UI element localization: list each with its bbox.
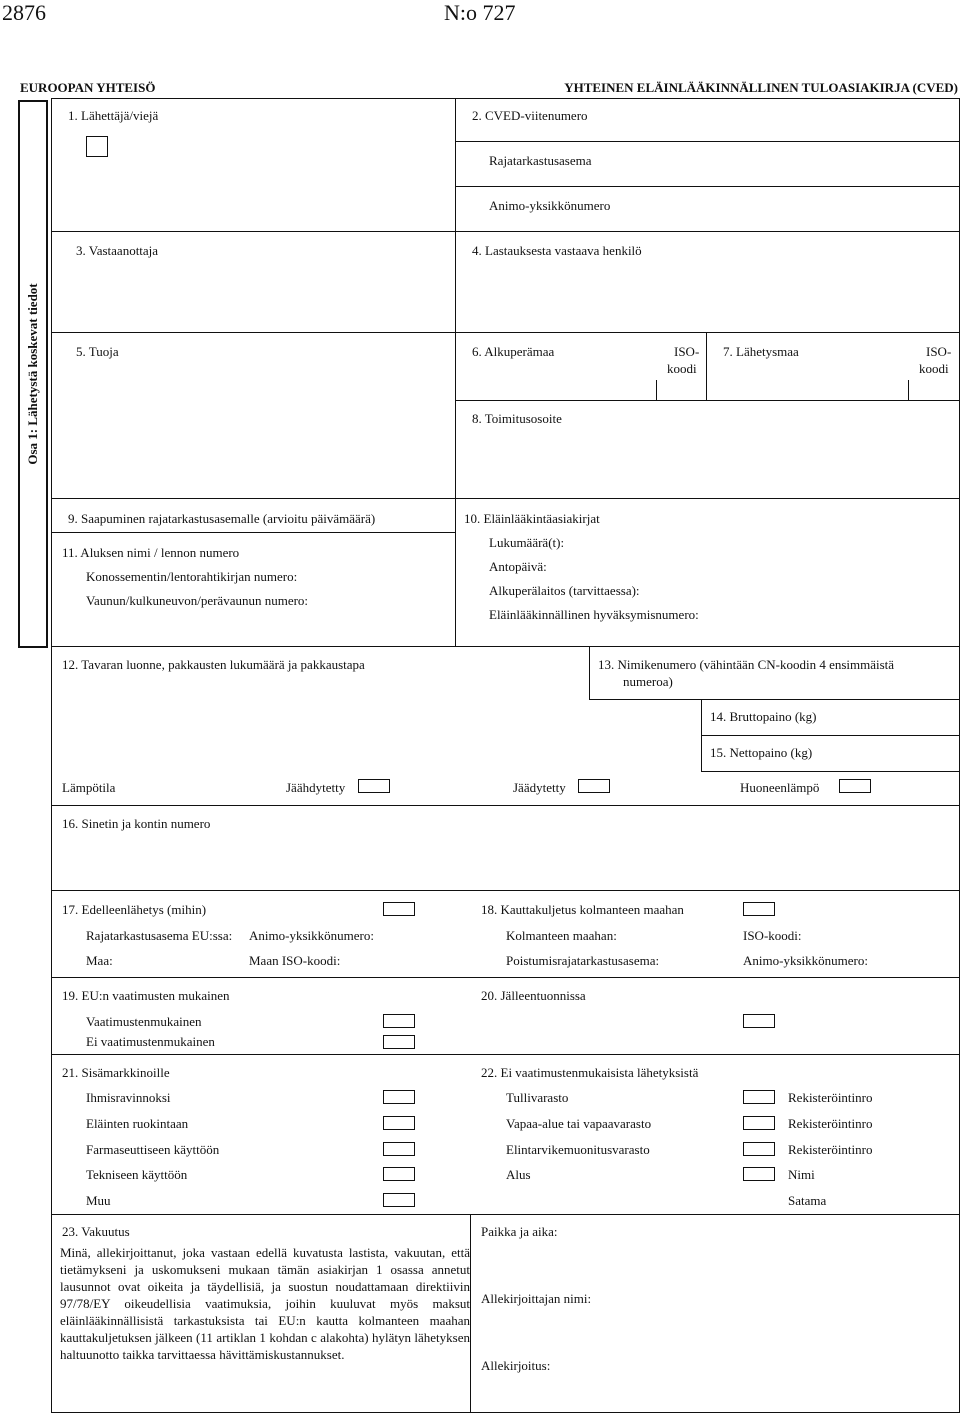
noncompliant-option-checkbox[interactable] (743, 1142, 775, 1156)
noncompliant-checkbox[interactable] (383, 1035, 415, 1049)
field-22-label: 22. Ei vaatimustenmukaisista lähetyksistä (481, 1065, 699, 1080)
field-21-label: 21. Sisämarkkinoille (62, 1065, 170, 1080)
field-17-country: Maa: (86, 953, 113, 968)
header-left: EUROOPAN YHTEISÖ (20, 80, 156, 95)
field-19-compliant: Vaatimustenmukainen (86, 1014, 202, 1029)
reimport-checkbox[interactable] (743, 1014, 775, 1028)
field-11-vehicle: Vaunun/kulkuneuvon/perävaunun numero: (86, 593, 309, 608)
internal-market-checkbox[interactable] (383, 1116, 415, 1130)
divider (51, 1054, 960, 1055)
field-19-noncompliant: Ei vaatimustenmukainen (86, 1034, 215, 1049)
field-10-approval: Eläinlääkinnällinen hyväksymisnumero: (489, 607, 699, 622)
divider (51, 498, 960, 499)
chilled-label: Jäähdytetty (286, 780, 346, 795)
field-17-label: 17. Edelleenlähetys (mihin) (62, 902, 207, 917)
divider (51, 1214, 960, 1215)
field-14-label: 14. Bruttopaino (kg) (710, 709, 817, 724)
internal-market-option: Ihmisravinnoksi (86, 1090, 171, 1105)
divider (470, 1214, 471, 1413)
field-16-label: 16. Sinetin ja kontin numero (62, 816, 211, 831)
internal-market-option: Tekniseen käyttöön (86, 1167, 188, 1182)
divider (51, 532, 455, 533)
field-7-iso: koodi (919, 361, 949, 376)
noncompliant-option: Tullivarasto (506, 1090, 569, 1105)
field-10-count: Lukumäärä(t): (489, 535, 565, 550)
field-17-animo: Animo-yksikkönumero: (249, 928, 374, 943)
divider (589, 699, 960, 700)
divider (908, 380, 909, 400)
field-13-label: 13. Nimikenumero (vähintään CN-koodin 4 ensimmäistä (598, 657, 895, 672)
field-11-bill: Konossementin/lentorahtikirjan numero: (86, 569, 298, 584)
divider (706, 332, 707, 400)
field-18-animo: Animo-yksikkönumero: (743, 953, 868, 968)
field-9-label: 9. Saapuminen rajatarkastusasemalle (arvioitu päivämäärä) (68, 511, 376, 526)
field-18-label: 18. Kauttakuljetus kolmanteen maahan (481, 902, 684, 917)
compliant-checkbox[interactable] (383, 1014, 415, 1028)
divider (51, 890, 960, 891)
field-15-label: 15. Nettopaino (kg) (710, 745, 813, 760)
field-5-label: 5. Tuoja (76, 344, 119, 359)
field-10-label: 10. Eläinlääkintäasiakirjat (464, 511, 600, 526)
room-temp-label: Huoneenlämpö (740, 780, 820, 795)
noncompliant-option: Vapaa-alue tai vapaavarasto (506, 1116, 652, 1131)
noncompliant-option-checkbox[interactable] (743, 1090, 775, 1104)
field-6-iso: ISO- (674, 344, 700, 359)
field-10-origin: Alkuperälaitos (tarvittaessa): (489, 583, 640, 598)
header-right: YHTEINEN ELÄINLÄÄKINNÄLLINEN TULOASIAKIRJA (CVED) (564, 80, 958, 95)
divider (701, 735, 960, 736)
divider (656, 380, 657, 400)
noncompliant-option: Elintarvikemuonitusvarasto (506, 1142, 650, 1157)
field-2-border-post: Rajatarkastusasema (489, 153, 592, 168)
place-and-time-label: Paikka ja aika: (481, 1224, 558, 1239)
registration-number-label: Rekisteröintinro (788, 1090, 873, 1105)
field-3-label: 3. Vastaanottaja (76, 243, 159, 258)
field-23-label: 23. Vakuutus (62, 1224, 130, 1239)
field-18-exit-post: Poistumisrajatarkastusasema: (506, 953, 660, 968)
temperature-label: Lämpötila (62, 780, 116, 795)
noncompliant-option-checkbox[interactable] (743, 1116, 775, 1130)
internal-market-checkbox[interactable] (383, 1090, 415, 1104)
divider (51, 977, 960, 978)
field-8-label: 8. Toimitusosoite (472, 411, 562, 426)
internal-market-option: Farmaseuttiseen käyttöön (86, 1142, 220, 1157)
page-number: 2876 (2, 0, 46, 25)
signature-label: Allekirjoitus: (481, 1358, 551, 1373)
field-6-iso: koodi (667, 361, 697, 376)
registration-number-label: Rekisteröintinro (788, 1142, 873, 1157)
divider (51, 332, 960, 333)
document-reference: N:o 727 (444, 0, 516, 25)
field-7-label: 7. Lähetysmaa (723, 344, 799, 359)
field-18-iso: ISO-koodi: (743, 928, 802, 943)
field-13-label: numeroa) (623, 674, 673, 689)
form-frame (51, 98, 960, 1413)
internal-market-option: Eläinten ruokintaan (86, 1116, 189, 1131)
field-10-date: Antopäivä: (489, 559, 547, 574)
signatory-name-label: Allekirjoittajan nimi: (481, 1291, 592, 1306)
divider (455, 98, 456, 646)
divider (455, 141, 960, 142)
field-20-label: 20. Jälleentuonnissa (481, 988, 586, 1003)
field-11-label: 11. Aluksen nimi / lennon numero (62, 545, 240, 560)
frozen-label: Jäädytetty (513, 780, 566, 795)
internal-market-option: Muu (86, 1193, 111, 1208)
noncompliant-option-checkbox[interactable] (743, 1167, 775, 1181)
field-19-label: 19. EU:n vaatimusten mukainen (62, 988, 230, 1003)
divider (51, 805, 960, 806)
room-temp-checkbox[interactable] (839, 779, 871, 793)
field-6-label: 6. Alkuperämaa (472, 344, 555, 359)
declaration-text: Minä, allekirjoittanut, joka vastaan edellä kuvatusta lastista, vakuutan, että tietämykseni ja uskomukseni mukaan tämän asiakirjan 1 osassa annetut lausunnot ovat oikeita ja täydellisiä, ja suostun noudattamaan direktiivin 97/78/EY oikeudellisia vaatimuksia, joihin kuuluvat myös maksut eläinlääkinnällisistä tarkastuksista tai EU:n kautta kolmanteen maahan kauttakuljetuksen jälkeen (11 artiklan 1 kohdan c alakohta) hylätyn lähetyksen haltuunotto taikka tarvittaessa hävittämiskustannukset. (60, 1245, 470, 1362)
field-7-iso: ISO- (926, 344, 952, 359)
divider (51, 231, 960, 232)
chilled-checkbox[interactable] (358, 779, 390, 793)
field-12-label: 12. Tavaran luonne, pakkausten lukumäärä ja pakkaustapa (62, 657, 365, 672)
noncompliant-option: Alus (506, 1167, 531, 1182)
divider (589, 646, 590, 699)
field-1-label: 1. Lähettäjä/viejä (68, 108, 159, 123)
field-2-label: 2. CVED-viitenumero (472, 108, 588, 123)
port-label: Satama (788, 1193, 827, 1208)
internal-market-checkbox[interactable] (383, 1167, 415, 1181)
internal-market-checkbox[interactable] (383, 1142, 415, 1156)
field-2-animo: Animo-yksikkönumero (489, 198, 611, 213)
field-18-country: Kolmanteen maahan: (506, 928, 617, 943)
divider (701, 771, 960, 772)
field-18-checkbox[interactable] (743, 902, 775, 916)
divider (455, 186, 960, 187)
field-1-checkbox[interactable] (86, 136, 108, 157)
divider (455, 400, 960, 401)
field-17-iso: Maan ISO-koodi: (249, 953, 341, 968)
divider (51, 646, 960, 647)
registration-number-label: Rekisteröintinro (788, 1116, 873, 1131)
internal-market-checkbox[interactable] (383, 1193, 415, 1207)
frozen-checkbox[interactable] (578, 779, 610, 793)
field-17-border-post: Rajatarkastusasema EU:ssa: (86, 928, 233, 943)
section-side-label: Osa 1: Lähetystä koskevat tiedot (18, 100, 48, 648)
ship-name-label: Nimi (788, 1167, 815, 1182)
field-17-checkbox[interactable] (383, 902, 415, 916)
field-4-label: 4. Lastauksesta vastaava henkilö (472, 243, 642, 258)
